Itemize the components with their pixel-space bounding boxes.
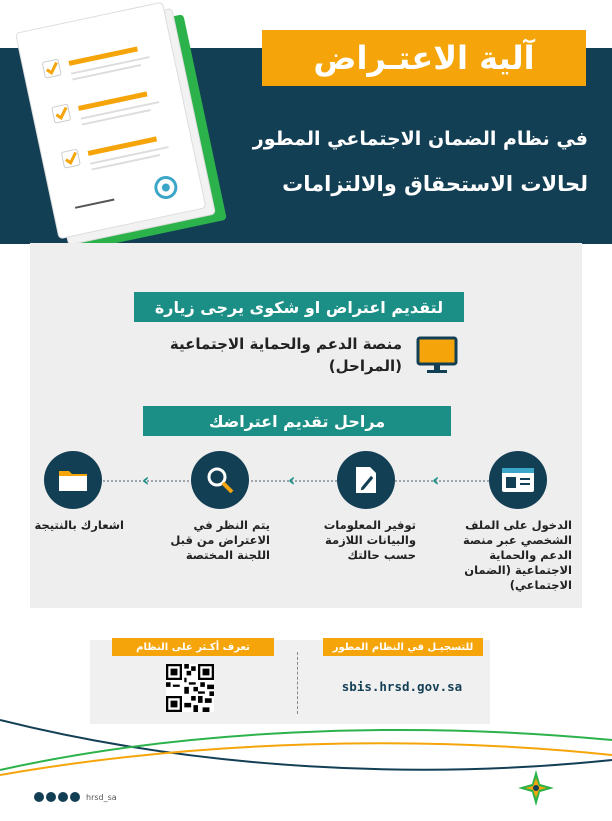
twitter-icon[interactable] (34, 792, 44, 802)
profile-card-icon (489, 451, 547, 509)
platform-line-2: (المراحل) (328, 357, 402, 375)
chevron-left-icon: ‹ (288, 470, 296, 491)
ministry-logo (516, 768, 556, 808)
website-link[interactable]: sbis.hrsd.gov.sa (341, 679, 463, 694)
steps-heading: مراحل تقديم اعتراضك (143, 406, 451, 436)
step-4-text: اشعارك بالنتيجة (34, 518, 124, 532)
facebook-icon[interactable] (70, 792, 80, 802)
monitor-icon (416, 334, 458, 376)
learn-more-label: تعرف أكـثر على النظام (112, 638, 274, 656)
step-1-text: الدخول على الملف الشخصي عبر منصة الدعم والحماية الاجتماعية (الضمان الاجتماعي) (462, 518, 572, 592)
document-pen-icon (337, 451, 395, 509)
step-2-text: توفير المعلومات والبيانات اللازمة حسب حالتك (323, 518, 416, 562)
social-links (34, 792, 117, 802)
platform-line-1: منصة الدعم والحماية الاجتماعية (169, 335, 402, 353)
instagram-icon[interactable] (46, 792, 56, 802)
chevron-left-icon: ‹ (432, 470, 440, 491)
subtitle-line-2: لحالات الاستحقاق والالتزامات (282, 172, 588, 196)
youtube-icon[interactable] (58, 792, 68, 802)
subtitle-line-1: في نظام الضمان الاجتماعي المطور (252, 128, 588, 150)
platform-name (170, 333, 402, 377)
step-3-text: يتم النظر في الاعتراض من قبل اللجنة المختصة (170, 518, 270, 562)
social-handle: hrsd_sa (86, 792, 117, 802)
magnifier-icon (191, 451, 249, 509)
folder-icon (44, 451, 102, 509)
register-label: للتسجيـل في النظام المطور (323, 638, 483, 656)
visit-heading: لتقديم اعتراض او شكوى يرجى زيارة (134, 292, 464, 322)
title-banner (262, 30, 586, 86)
page-title: آلية الاعتـراض (313, 39, 535, 77)
chevron-left-icon: ‹ (142, 470, 150, 491)
